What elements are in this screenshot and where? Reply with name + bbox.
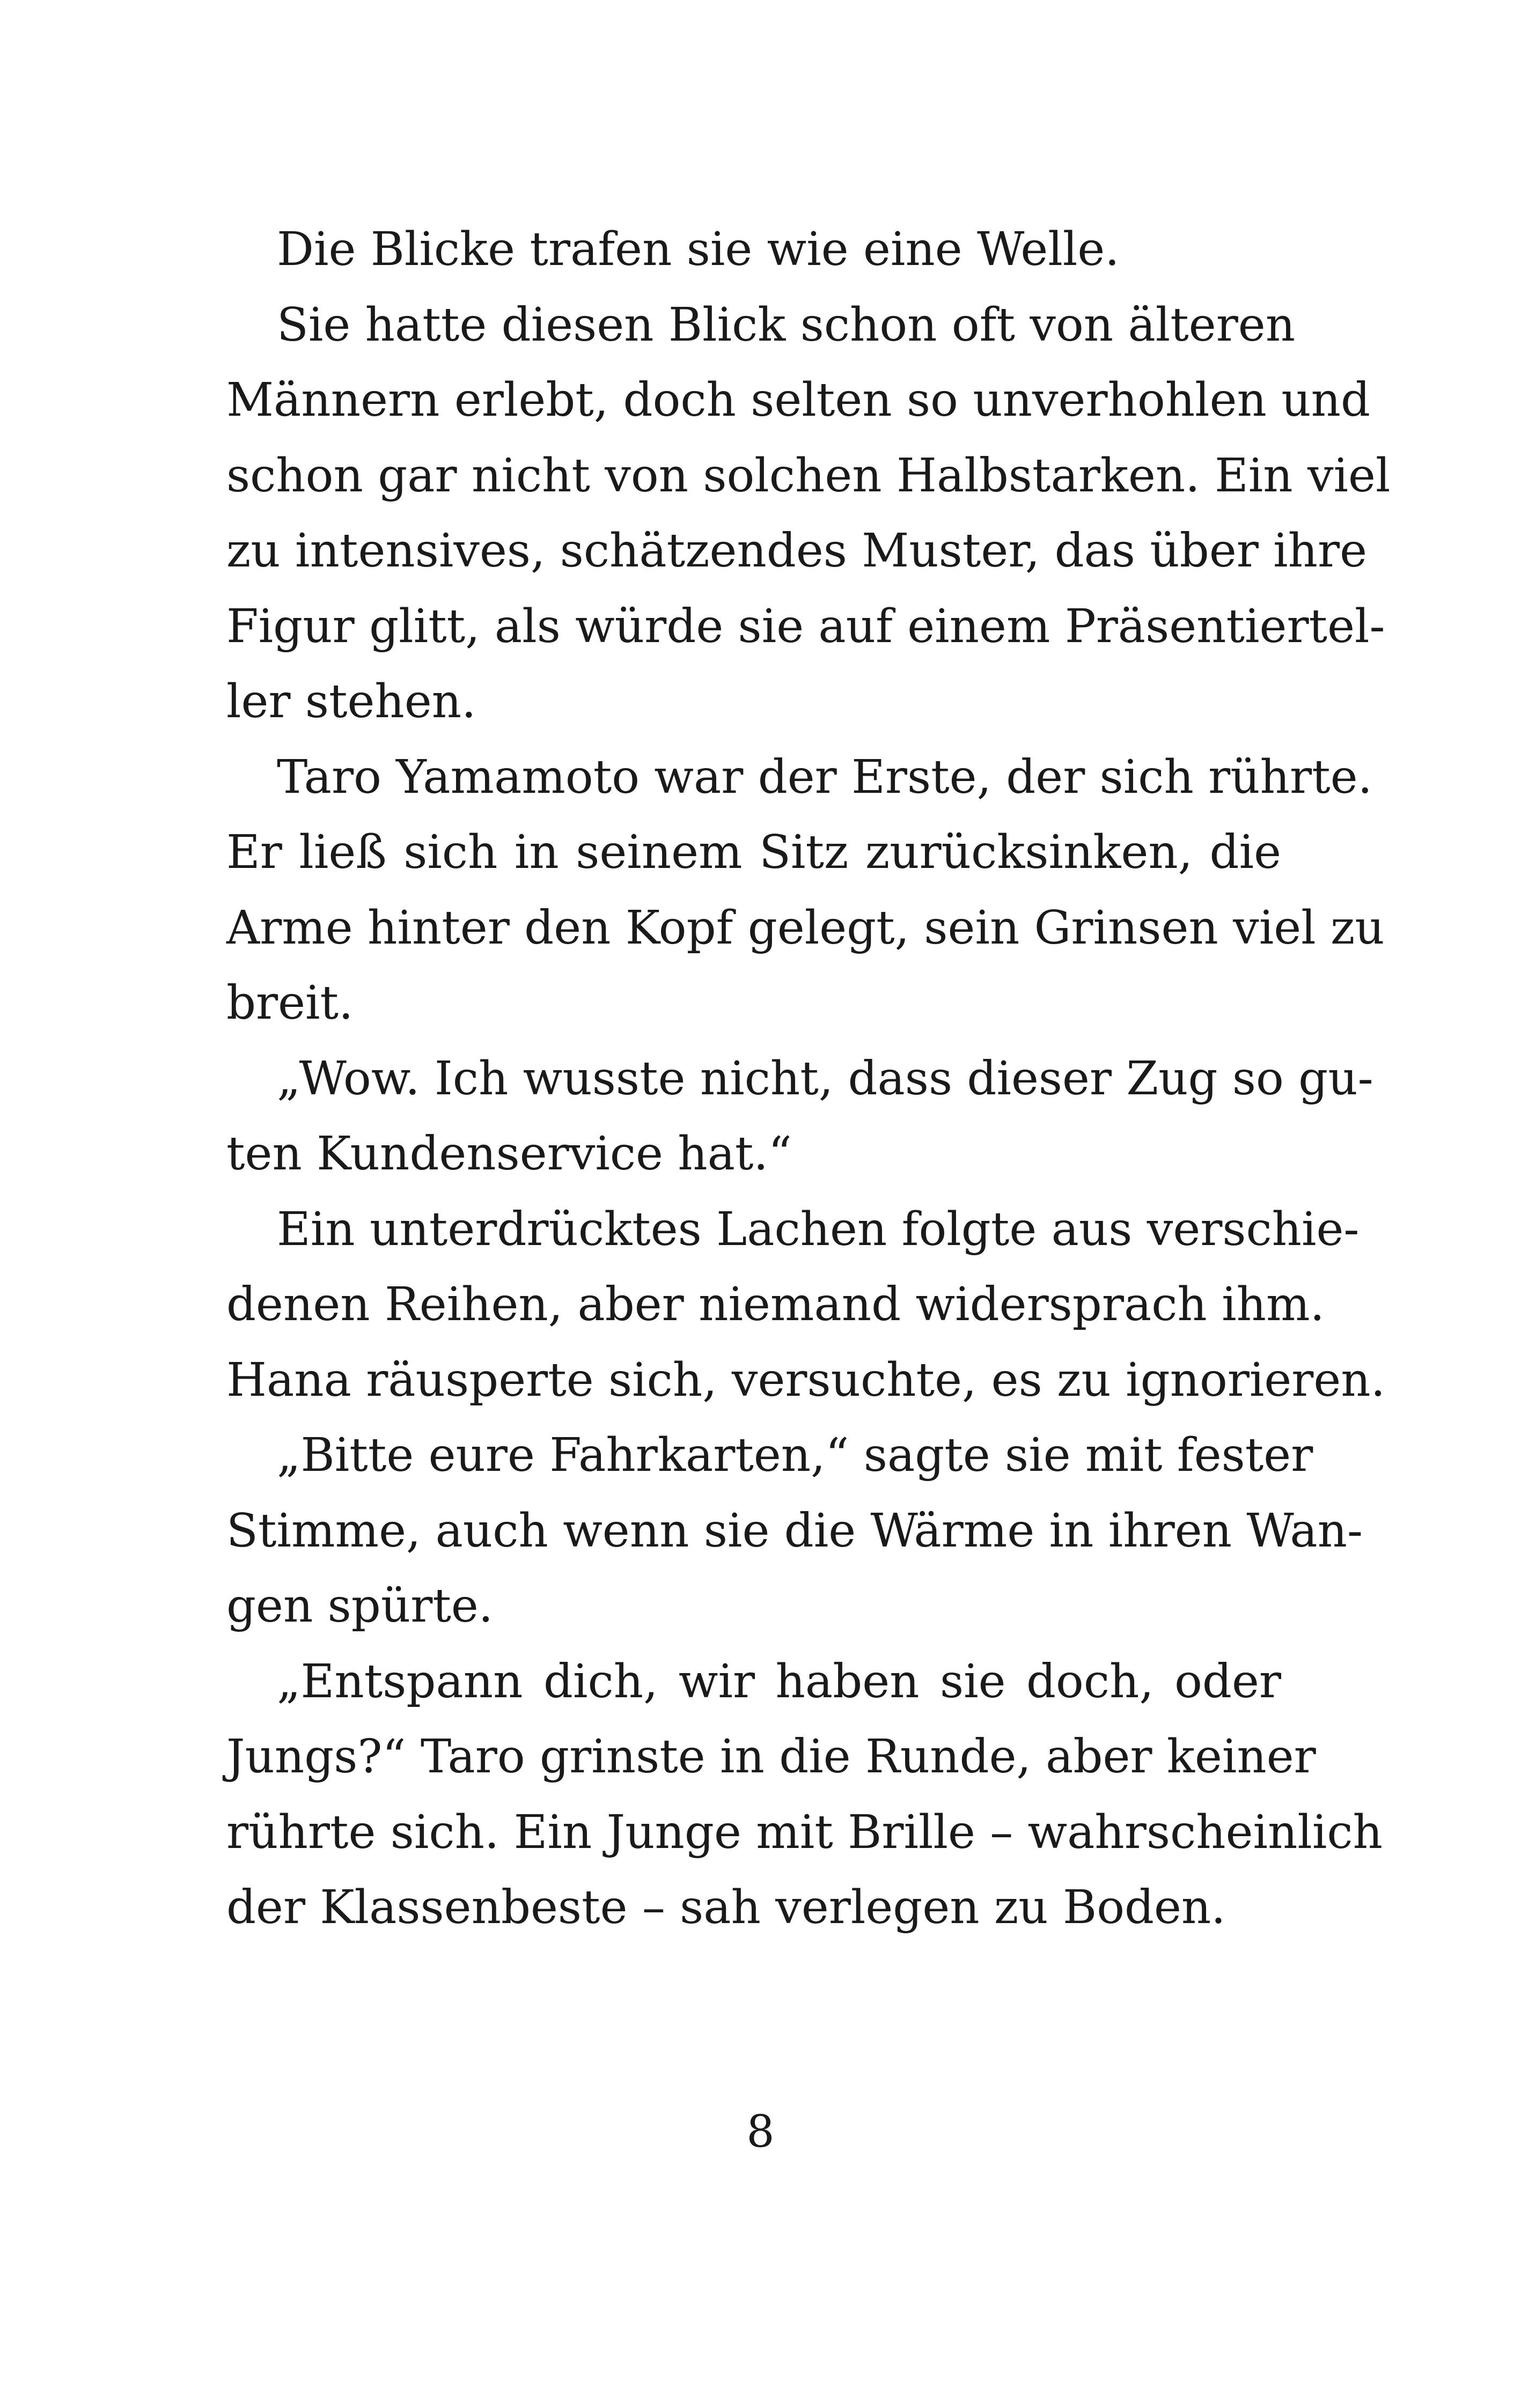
text-line: zu intensives, schätzendes Muster, das über ihre — [226, 524, 1368, 578]
text-line: Ein unterdrücktes Lachen folgte aus verschie- — [277, 1202, 1360, 1256]
text-line: „Entspann dich, wir haben sie doch, oder — [277, 1654, 1281, 1709]
text-line: breit. — [226, 976, 354, 1030]
text-line: Stimme, auch wenn sie die Wärme in ihren Wan- — [226, 1504, 1363, 1558]
text-line: ler stehen. — [226, 675, 476, 728]
text-line: Taro Yamamoto war der Erste, der sich rührte. — [277, 750, 1372, 804]
text-line: Figur glitt, als würde sie auf einem Präsentiertel- — [226, 599, 1385, 653]
text-line: Männern erlebt, doch selten so unverhohlen und — [226, 373, 1371, 427]
text-line: „Wow. Ich wusste nicht, dass dieser Zug so gu- — [277, 1051, 1373, 1106]
body-text — [226, 212, 1391, 1946]
text-line: Jungs?“ Taro grinste in die Runde, aber keiner — [226, 1730, 1316, 1784]
text-line: Sie hatte diesen Blick schon oft von älteren — [277, 298, 1296, 352]
text-line: Die Blicke trafen sie wie eine Welle. — [277, 223, 1120, 276]
text-line: „Bitte eure Fahrkarten,“ sagte sie mit fester — [277, 1428, 1313, 1482]
text-line: ten Kundenservice hat.“ — [226, 1127, 792, 1181]
text-line: rührte sich. Ein Junge mit Brille – wahrscheinlich — [226, 1805, 1383, 1859]
text-line: schon gar nicht von solchen Halbstarken. Ein viel — [226, 448, 1391, 503]
text-line: Er ließ sich in seinem Sitz zurücksinken, die — [226, 826, 1281, 879]
page-number: 8 — [746, 2107, 775, 2157]
text-line: Arme hinter den Kopf gelegt, sein Grinsen viel zu — [226, 901, 1385, 955]
text-line: der Klassenbeste – sah verlegen zu Boden. — [226, 1881, 1226, 1934]
text-line: gen spürte. — [226, 1579, 494, 1633]
text-line: denen Reihen, aber niemand widersprach ihm. — [226, 1278, 1325, 1331]
text-line: Hana räusperte sich, versuchte, es zu ignorieren. — [226, 1353, 1386, 1407]
